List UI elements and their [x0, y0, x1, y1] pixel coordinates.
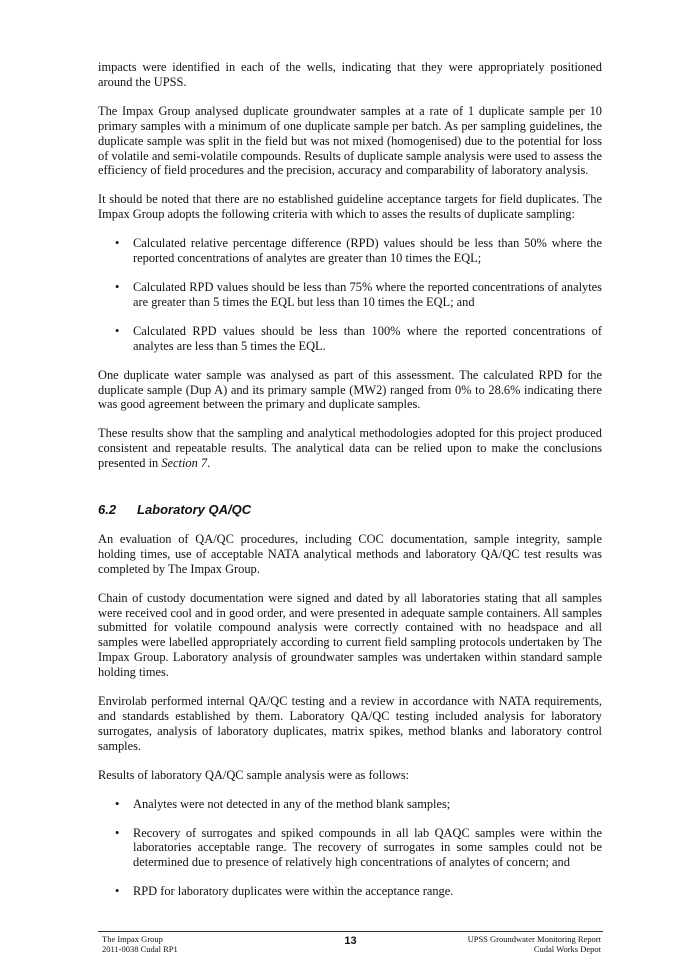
paragraph-results-intro: Results of laboratory QA/QC sample analysis were as follows: [98, 767, 410, 782]
page-body [98, 60, 602, 913]
page-number: 13 [344, 935, 357, 947]
footer-document-id: 2011-0038 Cudal RP1 [102, 943, 178, 954]
bullet-icon: • [115, 825, 120, 840]
list-item-text: Calculated relative percentage difference (RPD) values should be less than 50% where the reported concentrations of analytes are greater than 10 times the EQL; [133, 236, 602, 266]
section-reference-link: Section 7 [161, 456, 208, 471]
paragraph-conclusions-end: . [207, 456, 211, 471]
list-item-text: Calculated RPD values should be less than 75% where the reported concentrations of analytes are greater than 5 times the EQL but less than 10 times the EQL; and [133, 279, 602, 309]
paragraph-envirolab: Envirolab performed internal QA/QC testing and a review in accordance with NATA requirements, and standards established by them. Laboratory QA/QC testing included analysis for laboratory surrogates, analysis of laboratory duplicates, matrix spikes, method blanks and laboratory control samples. [98, 694, 602, 753]
section-number: 6.2 [98, 502, 117, 518]
paragraph-duplicate-results: One duplicate water sample was analysed as part of this assessment. The calculated RPD for the duplicate sample (Dup A) and its primary sample (MW2) ranged from 0% to 28.6% indicating there was good agreement between the primary and duplicate samples. [98, 367, 602, 412]
bullet-icon: • [115, 796, 120, 811]
paragraph-conclusions [98, 426, 602, 471]
lab-results-list [98, 797, 602, 900]
paragraph-duplicate-rate: The Impax Group analysed duplicate groundwater samples at a rate of 1 duplicate sample per 10 primary samples with a minimum of one duplicate sample per batch. As per sampling guidelines, the duplicate sample was split in the field but was not mixed (homogenised) due to the potential for loss of volatile and semi-volatile compounds. Results of duplicate sample analysis were used to assess the efficiency of field procedures and the precision, accuracy and comparability of laboratory analysis. [98, 103, 602, 178]
list-item-text: RPD for laboratory duplicates were within the acceptance range. [133, 884, 454, 899]
criteria-list [98, 236, 602, 353]
list-item-text: Calculated RPD values should be less than 100% where the reported concentrations of analytes are less than 5 times the EQL. [133, 323, 602, 353]
bullet-icon: • [115, 236, 120, 251]
paragraph-wells: impacts were identified in each of the wells, indicating that they were appropriately positioned around the UPSS. [98, 60, 602, 89]
section-title: Laboratory QA/QC [137, 502, 252, 518]
section-heading [98, 503, 602, 518]
list-item [98, 797, 602, 812]
paragraph-evaluation: An evaluation of QA/QC procedures, including COC documentation, sample integrity, sample holding times, use of acceptable NATA analytical methods and laboratory QA/QC test results was completed by The Impax Group. [98, 531, 602, 576]
list-item [98, 236, 602, 266]
footer-report-title: UPSS Groundwater Monitoring Report [467, 934, 601, 944]
footer-site-name: Cudal Works Depot [533, 943, 601, 954]
paragraph-conclusions-text: These results show that the sampling and analytical methodologies adopted for this project produced consistent and repeatable results. The analytical data can be relied upon to make the conclusions presented in [98, 426, 602, 471]
paragraph-criteria-intro: It should be noted that there are no established guideline acceptance targets for field duplicates. The Impax Group adopts the following criteria with which to asses the results of duplicate sampling: [98, 192, 602, 222]
list-item [98, 280, 602, 310]
paragraph-chain-of-custody: Chain of custody documentation were signed and dated by all laboratories stating that all samples were received cool and in good order, and were presented in adequate sample containers. All samples submitted for volatile compound analysis were correctly contained with no headspace and all samples were labelled appropriately according to current field sampling protocols undertaken by The Impax Group. Laboratory analysis of groundwater samples was undertaken within standard sample holding times. [98, 590, 602, 680]
bullet-icon: • [115, 323, 120, 338]
list-item [98, 826, 602, 871]
list-item [98, 884, 602, 899]
list-item-text: Recovery of surrogates and spiked compounds in all lab QAQC samples were within the laboratories acceptable range. The recovery of surrogates in some samples could not be determined due to presence of relatively high concentrations of analytes of concern; and [133, 825, 602, 870]
bullet-icon: • [115, 279, 120, 294]
page-footer [98, 931, 603, 958]
bullet-icon: • [115, 884, 120, 899]
list-item [98, 324, 602, 354]
footer-right [468, 935, 601, 954]
list-item-text: Analytes were not detected in any of the method blank samples; [133, 796, 451, 811]
footer-company: The Impax Group [102, 934, 163, 944]
